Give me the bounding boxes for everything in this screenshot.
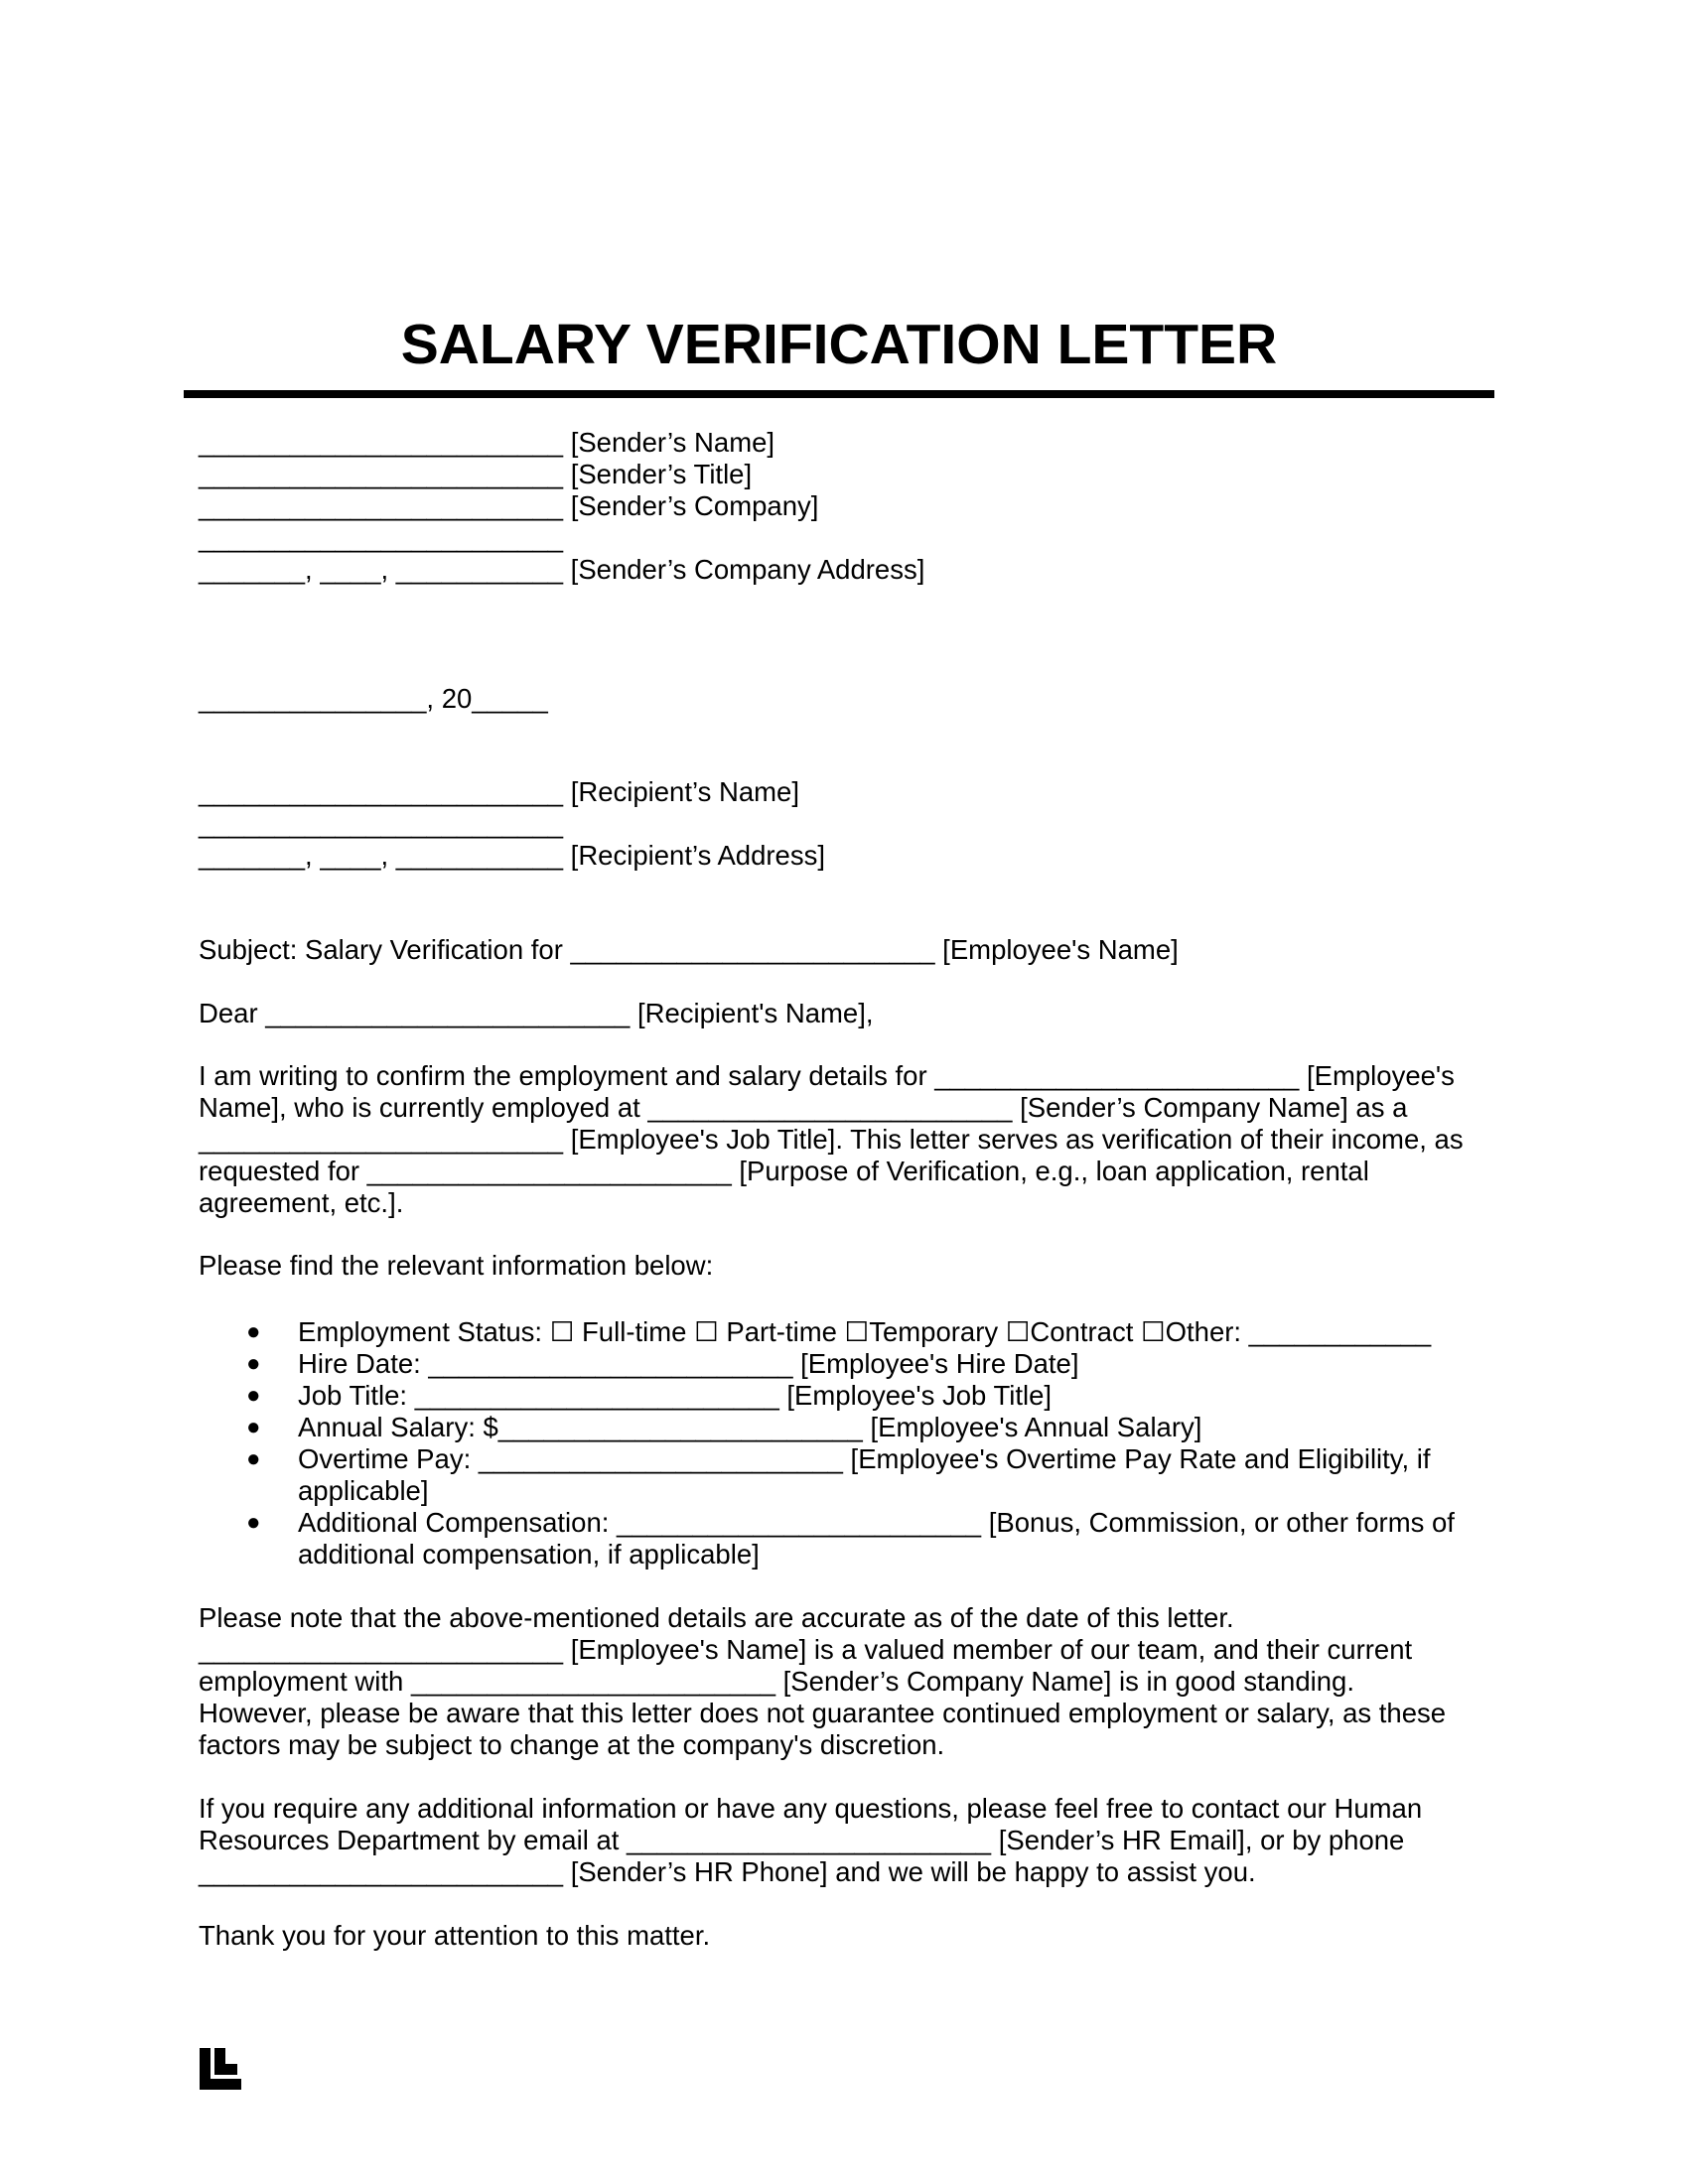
detail-annual-salary: Annual Salary: $________________________ [Employee's Annual Salary] [298,1412,1202,1442]
paragraph-line: Name], who is currently employed at ________________________ [Sender’s Company Name] as a [199,1092,1408,1123]
paragraph-line: I am writing to confirm the employment and salary details for ________________________ [Employee's [199,1060,1455,1091]
detail-employment-status: Employment Status: ☐ Full-time ☐ Part-time ☐Temporary ☐Contract ☐Other: ____________ [298,1316,1432,1347]
detail-hire-date: Hire Date: ________________________ [Employee's Hire Date] [298,1348,1079,1379]
recipient-address-line-2: _______, ____, ___________ [Recipient’s Address] [199,840,825,871]
detail-overtime-pay: Overtime Pay: ________________________ [Employee's Overtime Pay Rate and Eligibility, if [298,1443,1431,1474]
page-title: SALARY VERIFICATION LETTER [400,313,1278,376]
bullet-marker: ● [246,1382,261,1409]
paragraph-line: factors may be subject to change at the company's discretion. [199,1729,945,1760]
detail-additional-compensation-cont: additional compensation, if applicable] [298,1539,760,1570]
bullet-marker: ● [246,1445,261,1472]
paragraph-line: Resources Department by email at ________________________ [Sender’s HR Email], or by phone [199,1825,1405,1855]
paragraph-line: ________________________ [Employee's Job Title]. This letter serves as verification of their income, as [199,1124,1464,1155]
title-divider [184,390,1494,398]
paragraph-line: requested for ________________________ [Purpose of Verification, e.g., loan application, rental [199,1156,1369,1186]
sender-address-line-1: ________________________ [199,522,564,553]
paragraph-line: agreement, etc.]. [199,1187,404,1218]
paragraph-line: However, please be aware that this letter does not guarantee continued employment or salary, as these [199,1698,1447,1728]
subject-line: Subject: Salary Verification for ________________________ [Employee's Name] [199,934,1179,965]
closing-line: Thank you for your attention to this matter. [199,1920,711,1951]
paragraph-line: If you require any additional information or have any questions, please feel free to contact our Human [199,1793,1423,1824]
paragraph-line: employment with ________________________ [Sender’s Company Name] is in good standing. [199,1666,1354,1697]
paragraph-line: Please note that the above-mentioned details are accurate as of the date of this letter. [199,1602,1234,1633]
sender-address-line-2: _______, ____, ___________ [Sender’s Company Address] [199,554,925,585]
sender-company-line: ________________________ [Sender’s Company] [199,490,819,521]
document-brand-logo-icon [200,2048,241,2090]
date-line: _______________, 20_____ [199,683,548,714]
info-intro-line: Please find the relevant information below: [199,1250,714,1281]
detail-overtime-pay-cont: applicable] [298,1475,429,1506]
recipient-name-line: ________________________ [Recipient’s Name] [199,776,799,807]
paragraph-line: ________________________ [Sender’s HR Phone] and we will be happy to assist you. [199,1856,1256,1887]
sender-name-line: ________________________ [Sender’s Name] [199,427,775,458]
bullet-marker: ● [246,1318,261,1345]
bullet-marker: ● [246,1509,261,1536]
bullet-marker: ● [246,1350,261,1377]
bullet-marker: ● [246,1414,261,1440]
recipient-address-line-1: ________________________ [199,808,564,839]
detail-additional-compensation: Additional Compensation: ________________________ [Bonus, Commission, or other forms of [298,1507,1455,1538]
paragraph-line: ________________________ [Employee's Name] is a valued member of our team, and their current [199,1634,1413,1665]
salutation-line: Dear ________________________ [Recipient's Name], [199,998,874,1028]
sender-title-line: ________________________ [Sender’s Title] [199,459,753,489]
detail-job-title: Job Title: ________________________ [Employee's Job Title] [298,1380,1053,1411]
